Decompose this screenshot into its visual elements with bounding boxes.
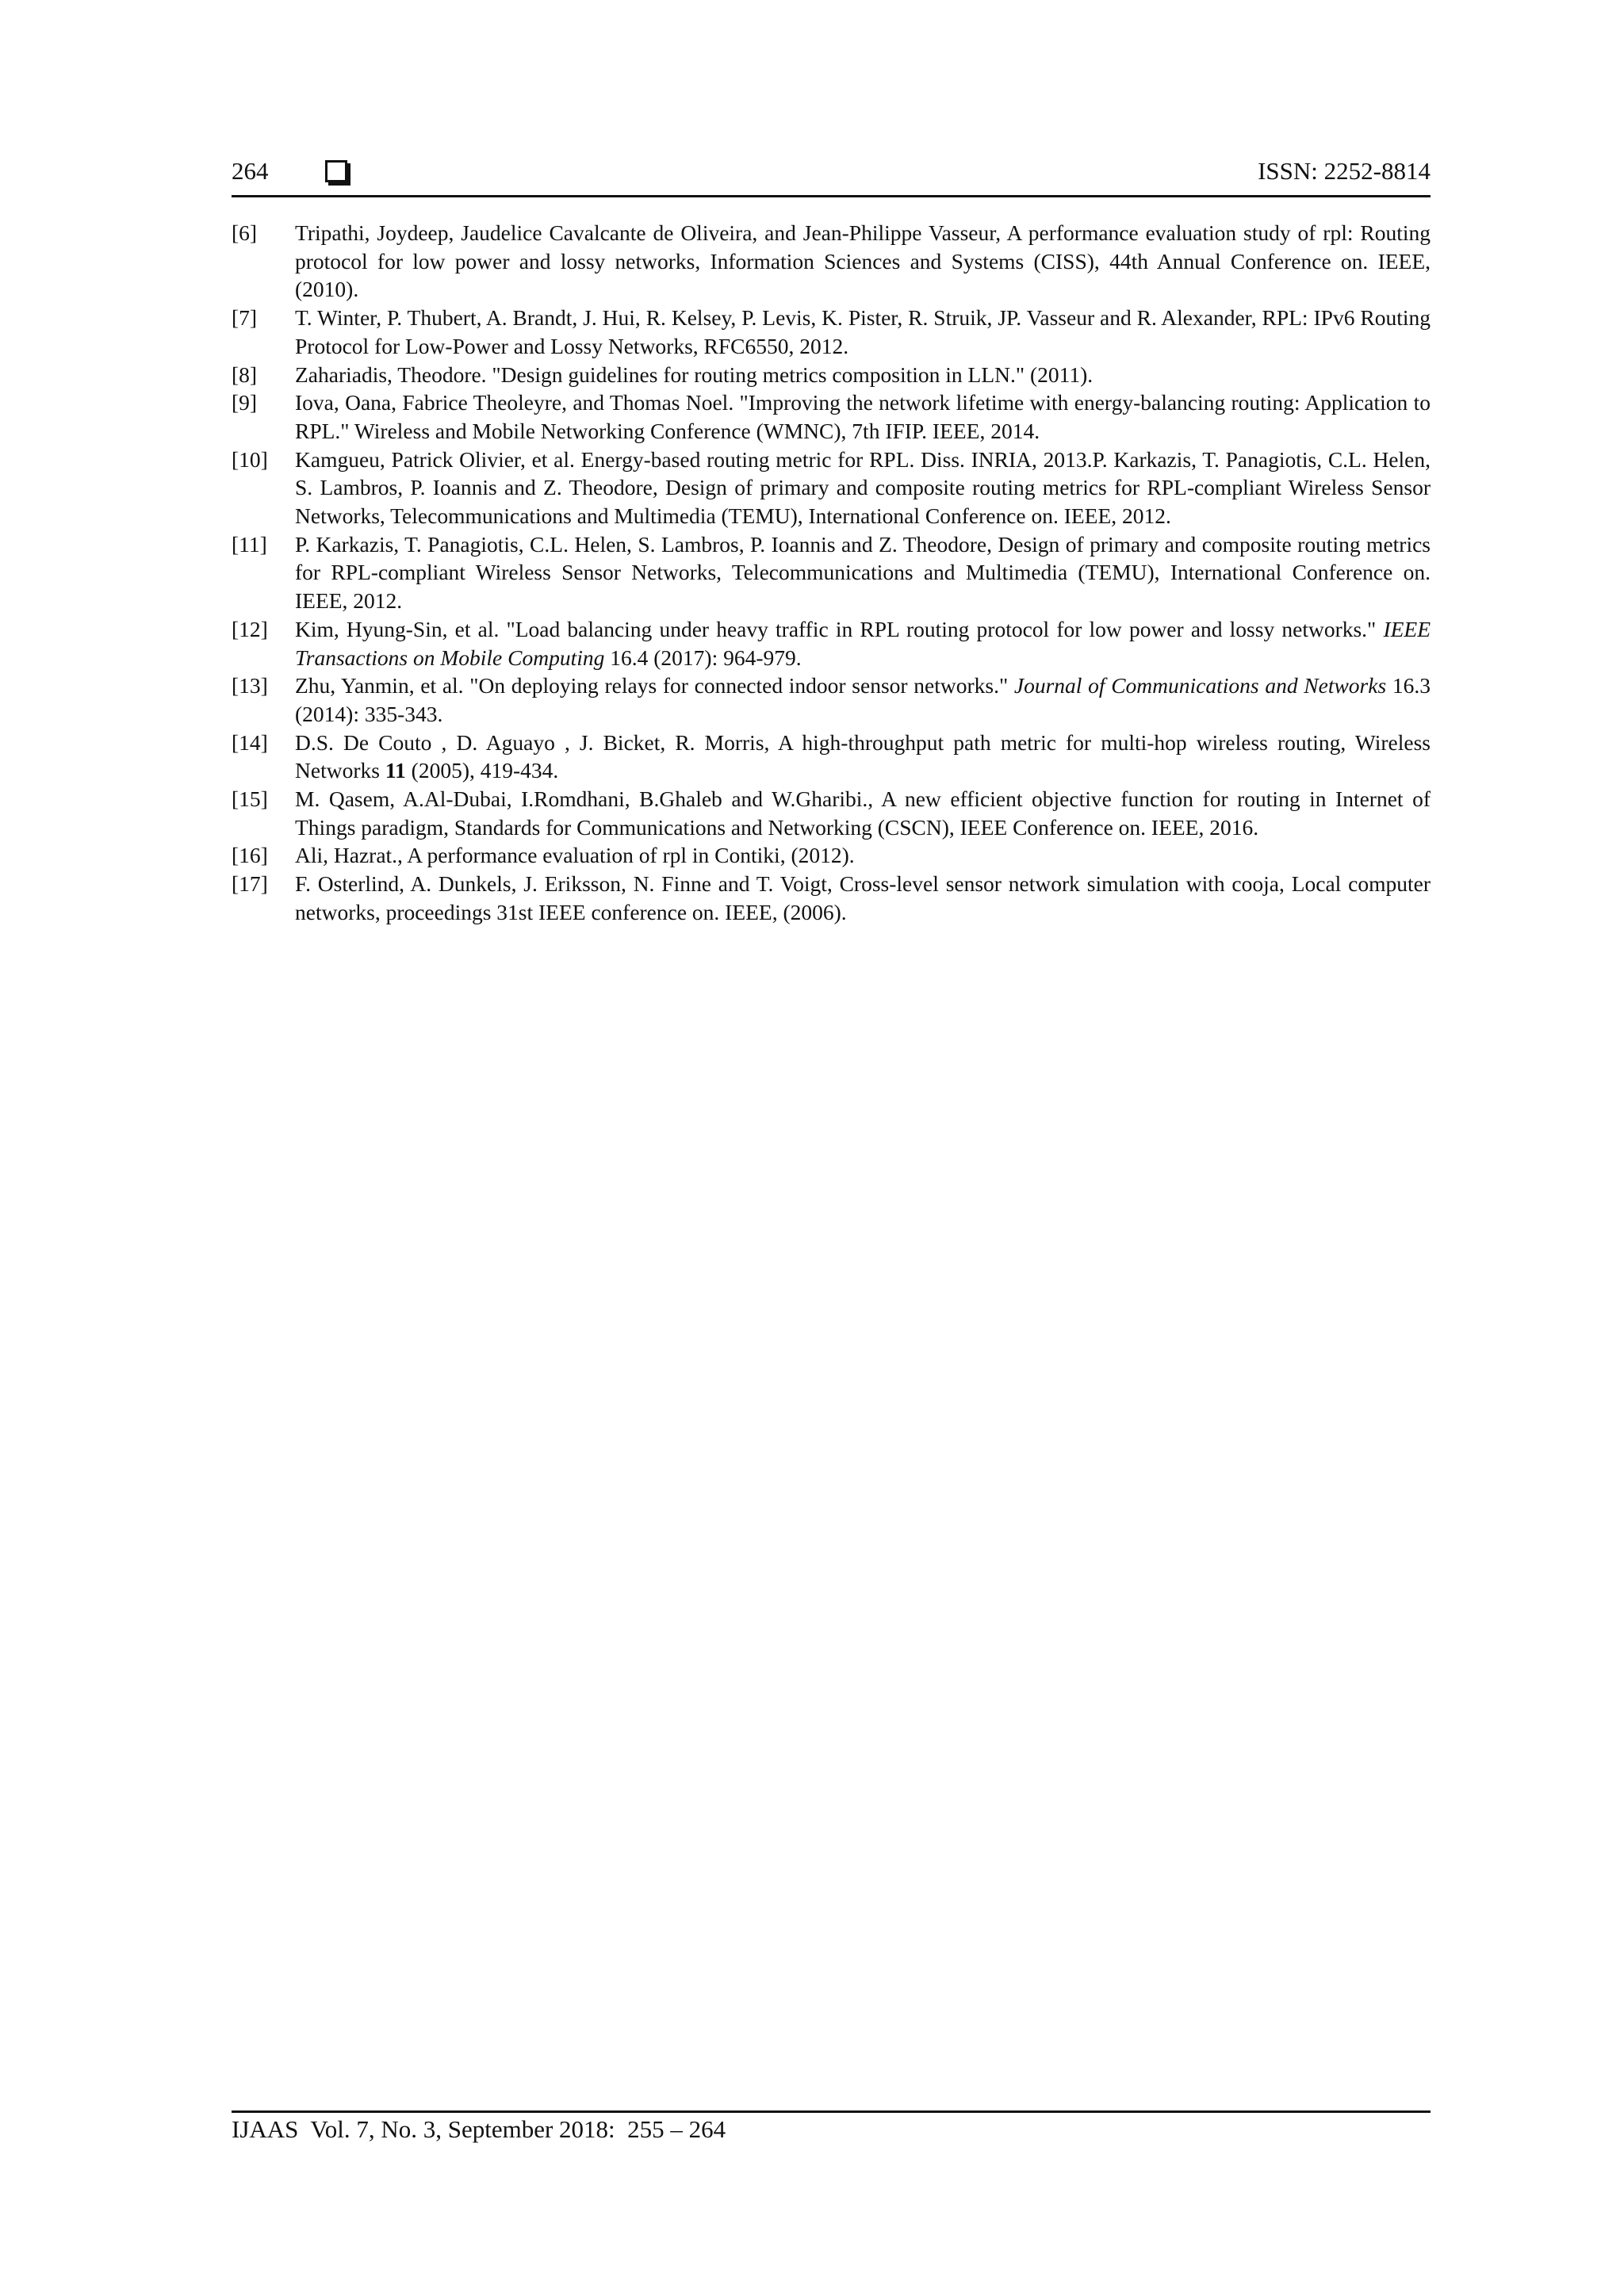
reference-number: [16] (232, 843, 268, 868)
reference-text (295, 870, 1431, 926)
reference-number: [14] (232, 729, 268, 755)
reference-text (295, 446, 1431, 530)
reference-text (295, 729, 1431, 785)
reference-text (295, 841, 1431, 870)
reference-text (295, 388, 1431, 445)
reference-text-segment: Iova, Oana, Fabrice Theoleyre, and Thomas Noel. "Improving the network lifetime with energy-balancing routing: Application to RPL." Wireless and Mobile Networking Conference (WMNC), 7th IFIP. IEEE, 2014. (295, 390, 1431, 443)
square-bullet-icon (325, 160, 347, 182)
reference-text-segment: 11 (385, 758, 406, 783)
reference-text-segment: Kim, Hyung-Sin, et al. "Load balancing under heavy traffic in RPL routing protocol for low power and lossy networks." (295, 616, 1384, 641)
reference-entry (232, 446, 1431, 530)
reference-text-segment: P. Karkazis, T. Panagiotis, C.L. Helen, S. Lambros, P. Ioannis and Z. Theodore, Design of primary and composite routing metrics for RPL-compliant Wireless Sensor Networks, Telecommunications and Multimedia (TEMU), International Conference on. IEEE, 2012. (295, 531, 1431, 614)
reference-text-segment: (2005), 419-434. (405, 758, 559, 783)
reference-text-segment: 16.4 (2017): 964-979. (604, 645, 802, 670)
reference-entry (232, 785, 1431, 841)
reference-entry (232, 361, 1431, 389)
issn-label: ISSN: 2252-8814 (1258, 157, 1431, 185)
reference-text-segment: 16.3 (2014): 335-343. (295, 673, 1431, 726)
reference-entry (232, 219, 1431, 304)
page-header (232, 155, 1431, 197)
reference-text (295, 304, 1431, 360)
reference-entry (232, 870, 1431, 926)
reference-text-segment: F. Osterlind, A. Dunkels, J. Eriksson, N. Finne and T. Voigt, Cross-level sensor network simulation with cooja, Local computer networks, proceedings 31st IEEE conference on. IEEE, (2006). (295, 871, 1431, 924)
reference-number: [9] (232, 390, 258, 415)
reference-text-segment: Zahariadis, Theodore. "Design guidelines for routing metrics composition in LLN." (2011). (295, 362, 1094, 387)
reference-number: [12] (232, 616, 268, 641)
reference-text-segment: D.S. De Couto , D. Aguayo , J. Bicket, R. Morris, A high-throughput path metric for multi-hop wireless routing, Wireless Networks (295, 729, 1431, 783)
reference-number: [11] (232, 531, 267, 557)
reference-text-segment: IEEE Transactions on Mobile Computing (295, 616, 1431, 670)
reference-text-segment: Ali, Hazrat., A performance evaluation of rpl in Contiki, (2012). (295, 843, 855, 868)
reference-text (295, 785, 1431, 841)
reference-text-segment: Kamgueu, Patrick Olivier, et al. Energy-based routing metric for RPL. Diss. INRIA, 2013.P. Karkazis, T. Panagiotis, C.L. Helen, S. Lambros, P. Ioannis and Z. Theodore, Design of primary and composite routing metrics for RPL-compliant Wireless Sensor Networks, Telecommunications and Multimedia (TEMU), International Conference on. IEEE, 2012. (295, 446, 1431, 529)
reference-text (295, 530, 1431, 615)
reference-entry (232, 841, 1431, 870)
reference-number: [10] (232, 446, 268, 472)
reference-text (295, 361, 1431, 389)
reference-number: [17] (232, 871, 268, 897)
reference-entry (232, 388, 1431, 445)
reference-text-segment: Tripathi, Joydeep, Jaudelice Cavalcante de Oliveira, and Jean-Philippe Vasseur, A performance evaluation study of rpl: Routing protocol for low power and lossy networks, Information Sciences and Systems (CISS), 44th Annual Conference on. IEEE, (2010). (295, 220, 1431, 302)
reference-number: [15] (232, 786, 268, 812)
reference-text (295, 672, 1431, 728)
reference-number: [6] (232, 220, 258, 245)
reference-entry (232, 615, 1431, 672)
reference-entry (232, 729, 1431, 785)
reference-number: [7] (232, 305, 258, 331)
reference-text-segment: T. Winter, P. Thubert, A. Brandt, J. Hui, R. Kelsey, P. Levis, K. Pister, R. Struik, JP. Vasseur and R. Alexander, RPL: IPv6 Routing Protocol for Low-Power and Lossy Networks, RFC6550, 2012. (295, 305, 1431, 358)
reference-list (232, 219, 1431, 927)
reference-text-segment: Zhu, Yanmin, et al. "On deploying relays for connected indoor sensor networks." (295, 673, 1014, 698)
page-number: 264 (232, 157, 269, 185)
footer-divider (232, 2110, 1431, 2113)
journal-citation-footer: IJAAS Vol. 7, No. 3, September 2018: 255 – 264 (232, 2115, 726, 2143)
reference-number: [13] (232, 673, 268, 698)
reference-text (295, 219, 1431, 304)
reference-entry (232, 672, 1431, 728)
reference-entry (232, 304, 1431, 360)
reference-text-segment: M. Qasem, A.Al-Dubai, I.Romdhani, B.Ghaleb and W.Gharibi., A new efficient objective function for routing in Internet of Things paradigm, Standards for Communications and Networking (CSCN), IEEE Conference on. IEEE, 2016. (295, 786, 1431, 840)
reference-text-segment: Journal of Communications and Networks (1013, 673, 1387, 698)
reference-entry (232, 530, 1431, 615)
reference-number: [8] (232, 362, 258, 387)
reference-text (295, 615, 1431, 672)
